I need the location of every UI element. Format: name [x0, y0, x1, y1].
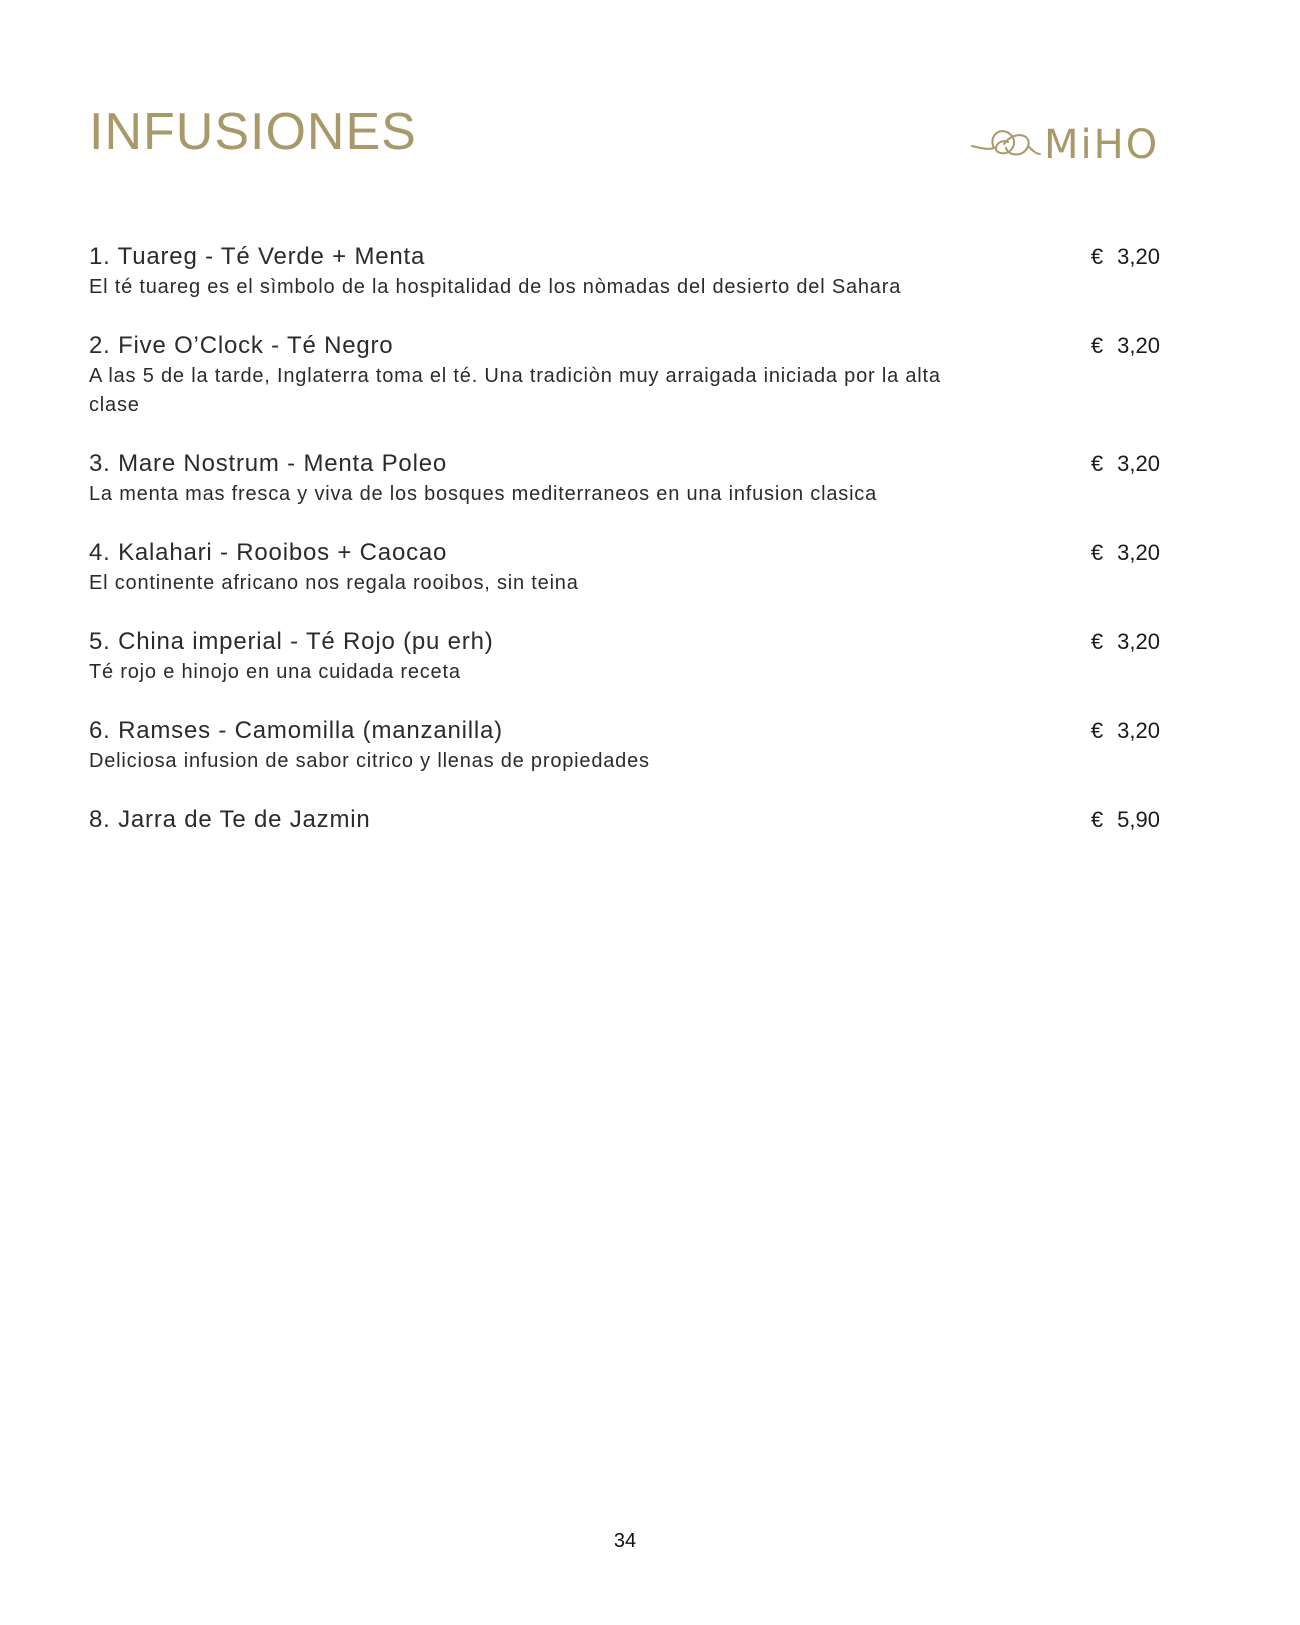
item-description: El continente africano nos regala rooibos, sin teina: [89, 572, 579, 594]
price-value: 5,90: [1117, 807, 1160, 832]
item-name: 3. Mare Nostrum - Menta Poleo: [89, 450, 447, 477]
currency-symbol: €: [1090, 244, 1104, 269]
menu-item: [89, 536, 1160, 598]
svg-text:MiHO: MiHO: [1044, 122, 1160, 168]
menu-item: [89, 240, 1160, 302]
price-value: 3,20: [1117, 540, 1160, 565]
price-value: 3,20: [1117, 718, 1160, 743]
currency-symbol: €: [1090, 451, 1104, 476]
price-value: 3,20: [1117, 451, 1160, 476]
item-description: La menta mas fresca y viva de los bosques mediterraneos en una infusion clasica: [89, 483, 878, 505]
item-description: Té rojo e hinojo en una cuidada receta: [89, 661, 461, 683]
menu-item: [89, 625, 1160, 687]
menu-item: [89, 714, 1160, 776]
item-name: 5. China imperial - Té Rojo (pu erh): [89, 628, 494, 655]
currency-symbol: €: [1090, 629, 1104, 654]
menu-item: [89, 803, 1160, 836]
item-price: [1080, 803, 1160, 836]
item-description: A las 5 de la tarde, Inglaterra toma el té. Una tradiciòn muy arraigada iniciada por la alta clase: [89, 365, 941, 416]
item-price: [1080, 536, 1160, 569]
currency-symbol: €: [1090, 807, 1104, 832]
item-description: Deliciosa infusion de sabor citrico y llenas de propiedades: [89, 750, 650, 772]
price-value: 3,20: [1117, 333, 1160, 358]
item-description: El té tuareg es el sìmbolo de la hospitalidad de los nòmadas del desierto del Sahara: [89, 276, 902, 298]
item-name: 8. Jarra de Te de Jazmin: [89, 806, 371, 833]
page-title: INFUSIONES: [89, 103, 417, 161]
item-name: 4. Kalahari - Rooibos + Caocao: [89, 539, 448, 566]
item-price: [1080, 447, 1160, 480]
item-name: 6. Ramses - Camomilla (manzanilla): [89, 717, 503, 744]
price-value: 3,20: [1117, 629, 1160, 654]
currency-symbol: €: [1090, 718, 1104, 743]
menu-item: [89, 447, 1160, 509]
currency-symbol: €: [1090, 540, 1104, 565]
fish-logo-icon: [970, 120, 1170, 170]
menu-list: [89, 240, 1160, 863]
item-price: [1080, 714, 1160, 747]
price-value: 3,20: [1117, 244, 1160, 269]
item-name: 2. Five O’Clock - Té Negro: [89, 332, 394, 359]
item-name: 1. Tuareg - Té Verde + Menta: [89, 243, 426, 270]
page-number: 34: [613, 1530, 637, 1552]
item-price: [1080, 625, 1160, 658]
currency-symbol: €: [1090, 333, 1104, 358]
item-price: [1080, 329, 1160, 362]
item-price: [1080, 240, 1160, 273]
miho-logo: [970, 120, 1170, 170]
menu-item: [89, 329, 1160, 420]
